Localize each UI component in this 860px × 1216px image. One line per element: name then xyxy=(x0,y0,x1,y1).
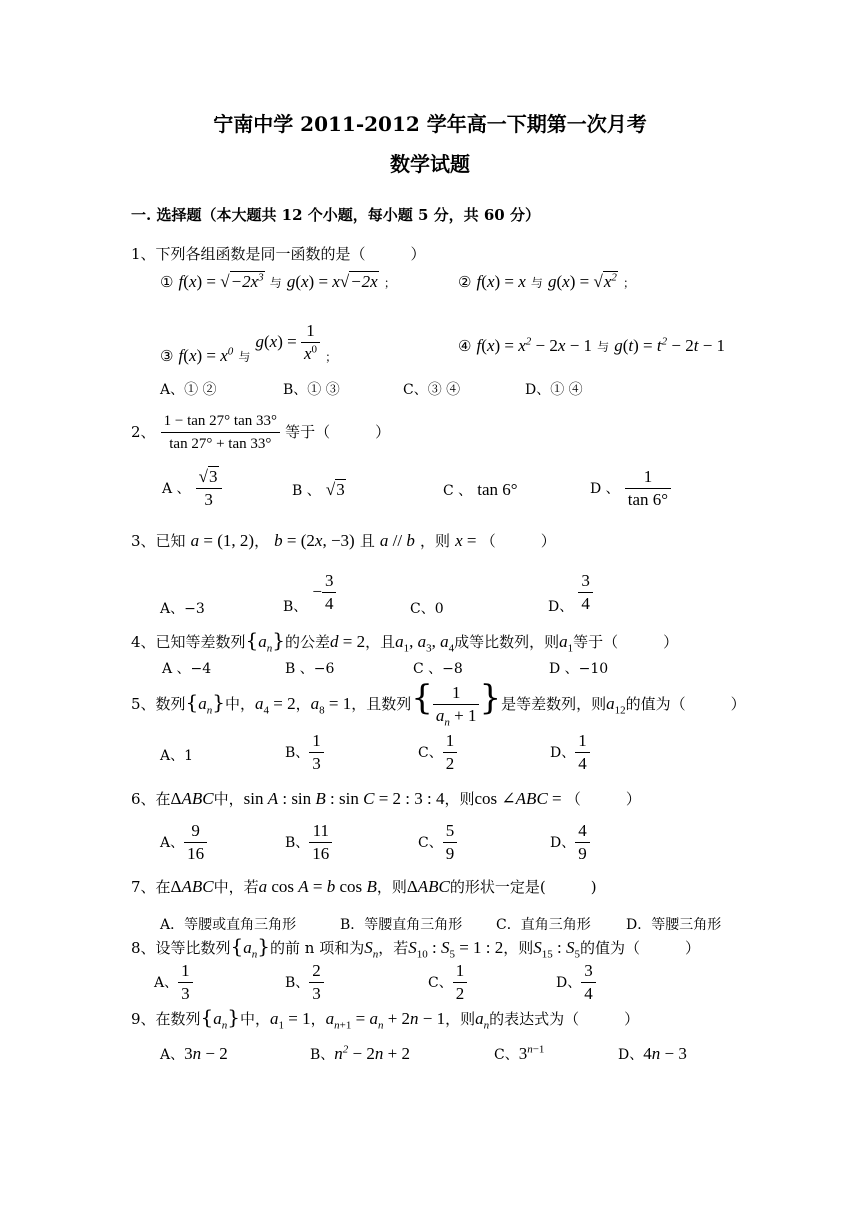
question-2-stem: 2、 $\frac{1 - \tan 27^\circ \tan 33^\circ}{\tan 27^\circ + \tan 33^\circ}$ 等于（ ） xyxy=(131,410,390,455)
q6-option-c: C、 $\frac{5}{9}$ xyxy=(418,820,457,865)
q3-option-a: A、−3 xyxy=(160,601,205,617)
question-5-stem: 5、数列$\{a_n\}$中，$a_4 = 2$，$a_8 = 1$，且数列{ $\frac{1}{a_n + 1}$ }是等差数列，则$a_{12}$的值为（ ） xyxy=(131,678,746,729)
section-heading: 一. 选择题（本大题共 12 个小题，每小题 5 分，共 60 分） xyxy=(131,206,540,224)
q1-option-c: C、③ ④ xyxy=(403,382,461,398)
q5-option-d: D、 $\frac{1}{4}$ xyxy=(550,730,590,775)
q4-option-c: C 、−8 xyxy=(413,661,463,677)
q4-option-a: A 、−4 xyxy=(162,661,212,677)
q2-option-c: C 、 tan 6° xyxy=(443,480,518,499)
q1-option-a: A、① ② xyxy=(160,382,217,398)
q3-option-d: D、 $\frac{3}{4}$ xyxy=(548,570,593,616)
q5-option-c: C、 $\frac{1}{2}$ xyxy=(418,730,457,775)
q3-option-c: C、0 xyxy=(410,601,444,617)
q8-option-c: C、 $\frac{1}{2}$ xyxy=(428,960,467,1005)
q9-option-a: A、3n − 2 xyxy=(160,1044,228,1063)
q1-item-3: ③ $f(x) = x^0$ $_与$ g(x) = $\frac{1}{x^0}$ $_;$ xyxy=(160,321,338,365)
q1-item-4: ④ $f(x) = x^2 - 2x - 1$ 与 $g(t) = t^2 - 2t - 1$ xyxy=(458,335,726,355)
q8-option-d: D、 $\frac{3}{4}$ xyxy=(556,960,596,1005)
question-6-stem: 6、在ΔABC中，sin A : sin B : sin C = 2 : 3 : 4，则cos ∠ABC = （ ） xyxy=(131,789,641,808)
q2-option-a: A 、 $\frac{√3}{3}$ xyxy=(162,466,222,511)
q5-option-b: B、 $\frac{1}{3}$ xyxy=(285,730,324,775)
question-7-stem: 7、在ΔABC中，若a cos A = b cos B，则ΔABC的形状一定是( ) xyxy=(131,877,597,896)
q4-option-d: D 、−10 xyxy=(549,661,609,677)
question-4-stem: 4、已知等差数列$\{a_n\}$的公差d = 2，且$a_1$, $a_3$, $a_4$成等比数列，则$a_1$等于（ ） xyxy=(131,628,679,655)
q1-item-1: ① $f(x) = √-2x^3$ 与 g(x) = x√−2x ； xyxy=(160,271,396,291)
question-9-stem: 9、在数列$\{a_n\}$中，$a_1 = 1$，$a_{n+1} = a_n + 2n - 1$，则$a_n$的表达式为（ ） xyxy=(131,1005,640,1032)
q9-option-b: B、$n^2 - 2n + 2$ xyxy=(310,1043,410,1063)
q1-item-2: ② f(x) = x 与 $g(x) = √x^2$ ； xyxy=(458,271,635,291)
q9-option-d: D、4n − 3 xyxy=(618,1044,687,1063)
q9-option-c: C、$3^{n-1}$ xyxy=(494,1043,545,1063)
q8-option-a: A、 $\frac{1}{3}$ xyxy=(154,960,193,1005)
q2-option-d: D 、 $\frac{1}{\tan 6^\circ}$ xyxy=(590,466,671,511)
q7-option-d: D．等腰三角形 xyxy=(626,917,722,933)
question-3-stem: 3、已知 a = (1, 2)， b = (2x, −3) 且 a // b ，则 x = （ ） xyxy=(131,531,556,550)
q7-option-a: A．等腰或直角三角形 xyxy=(160,917,297,933)
question-1-stem: 1、下列各组函数是同一函数的是（ ） xyxy=(131,245,426,263)
q2-option-b: B 、 √3 xyxy=(292,480,345,499)
q1-option-d: D、① ④ xyxy=(525,382,583,398)
q6-option-b: B、 $\frac{11}{16}$ xyxy=(285,820,332,865)
q6-option-d: D、 $\frac{4}{9}$ xyxy=(550,820,590,865)
q1-option-b: B、① ③ xyxy=(283,382,340,398)
q4-option-b: B 、−6 xyxy=(285,661,335,677)
q5-option-a: A、1 xyxy=(160,748,194,764)
exam-title: 宁南中学 2011-2012 学年高一下期第一次月考 xyxy=(213,112,647,136)
q3-option-b: B、 − $\frac{3}{4}$ xyxy=(283,570,336,616)
q7-option-b: B．等腰直角三角形 xyxy=(340,917,463,933)
q7-option-c: C．直角三角形 xyxy=(496,917,591,933)
q8-option-b: B、 $\frac{2}{3}$ xyxy=(285,960,324,1005)
q6-option-a: A、 $\frac{9}{16}$ xyxy=(160,820,207,865)
question-8-stem: 8、设等比数列$\{a_n\}$的前 n 项和为$S_n$，若$S_{10}$ : $S_5 = 1$ : 2，则$S_{15}$ : $S_5$的值为（ ） xyxy=(131,934,701,961)
exam-subtitle: 数学试题 xyxy=(390,152,470,176)
